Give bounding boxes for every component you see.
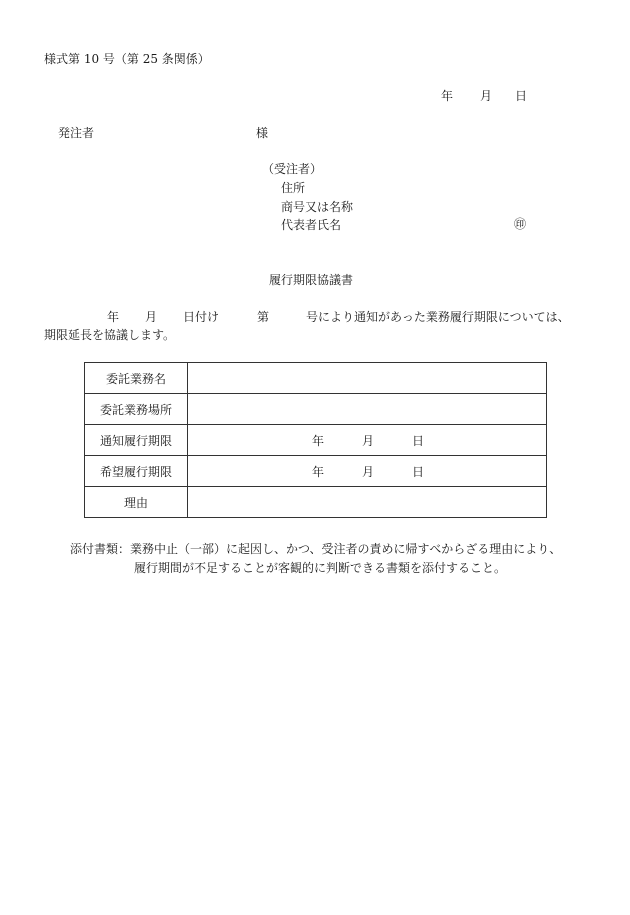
notified-deadline-day: 日: [412, 434, 425, 448]
row-label-task-name: 委託業務名: [85, 363, 188, 394]
desired-deadline-year: 年: [312, 465, 325, 479]
orderer-honorific: 様: [256, 126, 269, 140]
desired-deadline-field[interactable]: [188, 456, 547, 487]
date-year-label: 年: [441, 89, 454, 103]
table-row: [85, 425, 547, 456]
contractor-representative-label: 代表者氏名: [281, 218, 342, 232]
table-row: [85, 487, 547, 518]
attachment-note-line2: 履行期間が不足することが客観的に判断できる書類を添付すること。: [134, 561, 507, 575]
row-label-task-location: 委託業務場所: [85, 394, 188, 425]
task-location-field[interactable]: [188, 394, 547, 425]
task-name-field[interactable]: [188, 363, 547, 394]
contractor-address-label: 住所: [281, 181, 306, 195]
form-number: 様式第 10 号（第 25 条関係）: [44, 52, 210, 66]
attachment-note-line1: 添付書類：業務中止（一部）に起因し、かつ、受注者の責めに帰すべからざる理由により、: [70, 542, 562, 556]
table-row: [85, 456, 547, 487]
reference-body-text: 号により通知があった業務履行期限については、: [306, 310, 570, 324]
notified-deadline-year: 年: [312, 434, 325, 448]
seal-icon: ㊞: [514, 217, 527, 231]
table-row: [85, 394, 547, 425]
reference-month-label: 月: [145, 310, 158, 324]
request-table: [84, 362, 547, 518]
document-title: 履行期限協議書: [269, 273, 354, 287]
reason-field[interactable]: [188, 487, 547, 518]
reference-number-prefix: 第: [257, 310, 270, 324]
notified-deadline-field[interactable]: [188, 425, 547, 456]
contractor-company-label: 商号又は名称: [281, 200, 354, 214]
row-label-reason: 理由: [85, 487, 188, 518]
table-row: [85, 363, 547, 394]
contractor-heading: （受注者）: [262, 162, 323, 176]
row-label-notified-deadline: 通知履行期限: [85, 425, 188, 456]
date-day-label: 日: [515, 89, 528, 103]
desired-deadline-month: 月: [362, 465, 375, 479]
row-label-desired-deadline: 希望履行期限: [85, 456, 188, 487]
reference-dated-label: 日付け: [183, 310, 220, 324]
reference-year-label: 年: [107, 310, 120, 324]
date-month-label: 月: [480, 89, 493, 103]
body-text-line2: 期限延長を協議します。: [44, 328, 176, 342]
orderer-label: 発注者: [58, 126, 95, 140]
desired-deadline-day: 日: [412, 465, 425, 479]
notified-deadline-month: 月: [362, 434, 375, 448]
